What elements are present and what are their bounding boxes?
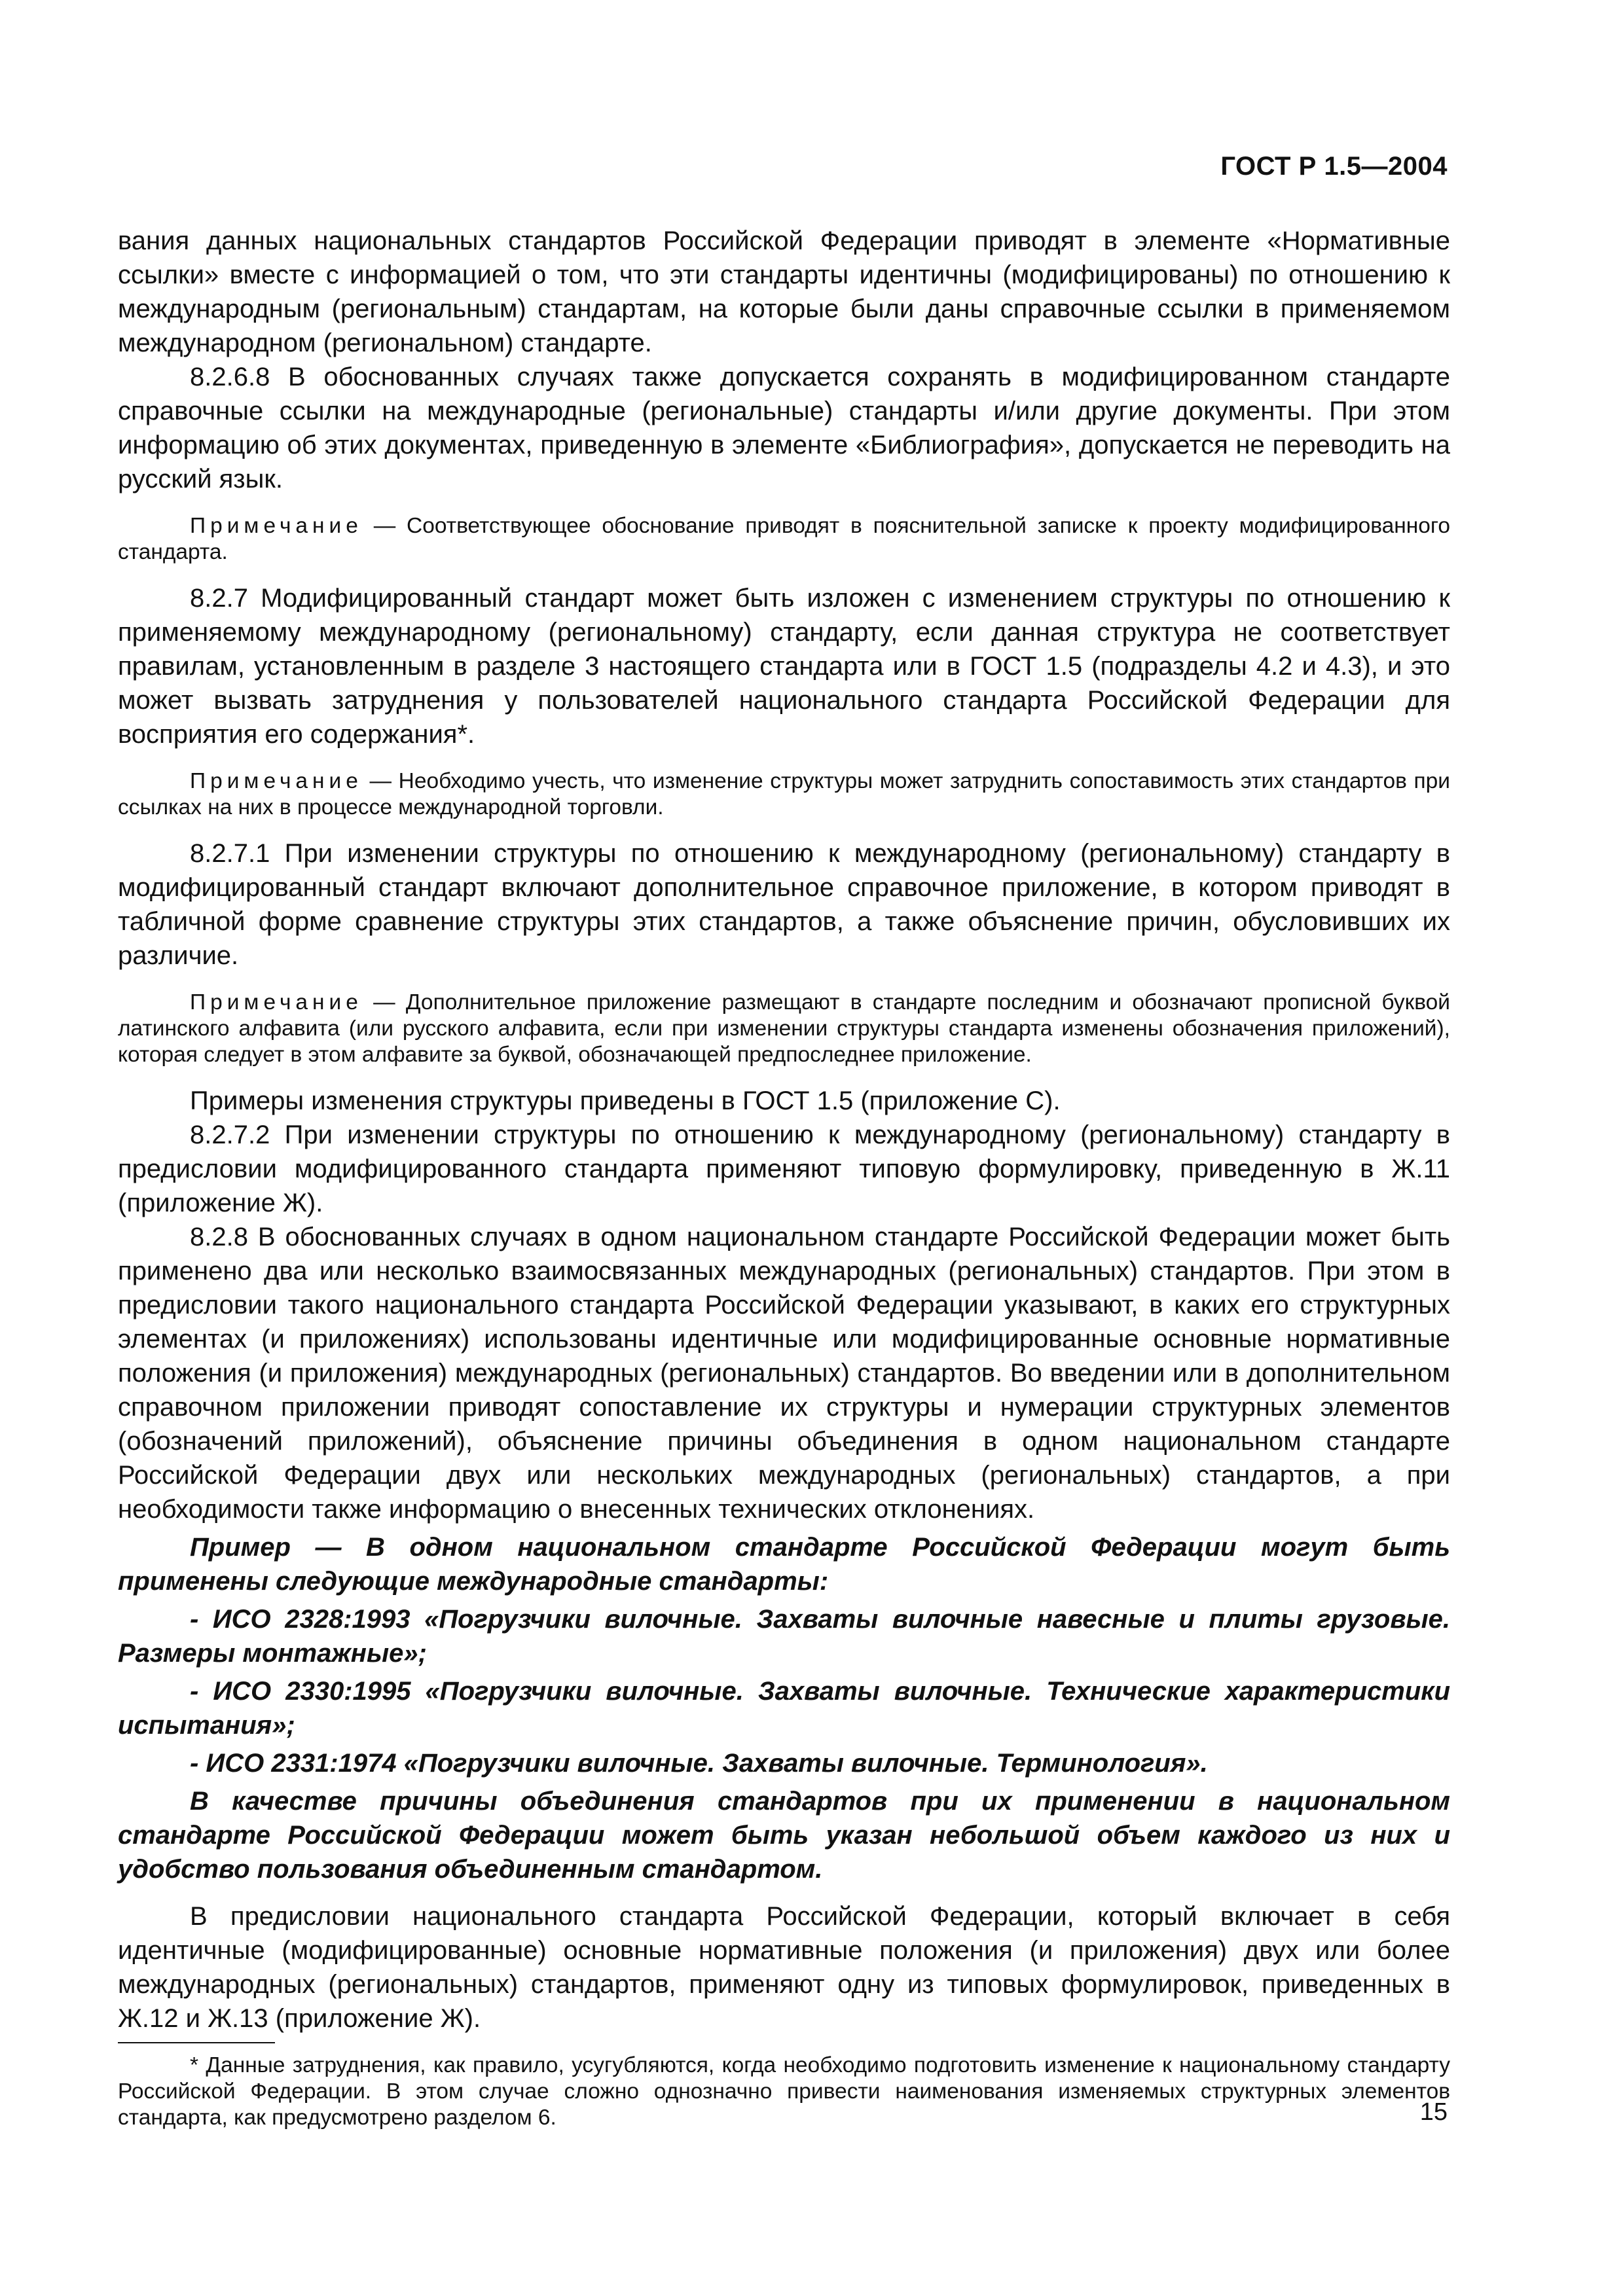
paragraph-examples-reference: Примеры изменения структуры приведены в ГОСТ 1.5 (приложение С).	[190, 1086, 1061, 1115]
note-1	[118, 513, 1450, 565]
note-2	[118, 768, 1450, 821]
note-text: — Необходимо учесть, что изменение структуры может затруднить сопоставимость этих стандартов при ссылках на них в процессе международной торговли.	[118, 769, 1450, 819]
footnote-divider	[118, 2042, 275, 2043]
paragraph-preface-formulations: В предисловии национального стандарта Российской Федерации, который включает в себя идентичные (модифицированные) основные нормативные положения (и приложения) двух или более международных (региональных) стандартов, применяют одну из типовых формулировок, приведенных в Ж.12 и Ж.13 (приложение Ж).	[118, 1902, 1450, 2033]
paragraph-8-2-8: 8.2.8 В обоснованных случаях в одном национальном стандарте Российской Федерации может быть применено два или несколько взаимосвязанных международных (региональных) стандартов. При этом в предисловии такого национального стандарта Российской Федерации указывают, в каких его структурных элементах (и приложениях) использованы идентичные или модифицированные основные нормативные положения (и приложения) международных (региональных) стандартов. Во введении или в дополнительном справочном приложении приводят сопоставление их структуры и нумерации структурных элементов (обозначений приложений), объяснение причины объединения в одном национальном стандарте Российской Федерации двух или нескольких международных (региональных) стандартов, а при необходимости также информацию о внесенных технических отклонениях.	[118, 1223, 1450, 1524]
note-label: Примечание	[190, 990, 363, 1014]
footnote: * Данные затруднения, как правило, усугубляются, когда необходимо подготовить изменение к национальному стандарту Российской Федерации. В этом случае сложно однозначно привести наименования изменяемых структурных элементов стандарта, как предусмотрено разделом 6.	[118, 2053, 1450, 2130]
paragraph-8-2-7-1: 8.2.7.1 При изменении структуры по отношению к международному (региональному) стандарту в модифицированный стандарт включают дополнительное справочное приложение, в котором приводят в табличной форме сравнение структуры этих стандартов, а также объяснение причин, обусловивших их различие.	[118, 839, 1450, 970]
note-text: — Дополнительное приложение размещают в стандарте последним и обозначают прописной буквой латинского алфавита (или русского алфавита, если при изменении структуры стандарта изменены обозначения приложений), которая следует в этом алфавите за буквой, обозначающей предпоследнее приложение.	[118, 990, 1450, 1067]
page-number: 15	[1419, 2098, 1448, 2126]
note-label: Примечание	[190, 514, 363, 538]
example-conclusion: В качестве причины объединения стандартов при их применении в национальном стандарте Российской Федерации может быть указан небольшой объем каждого из них и удобство пользования объединенным стандартом.	[118, 1787, 1450, 1884]
example-intro: Пример — В одном национальном стандарте Российской Федерации могут быть применены следующие международные стандарты:	[118, 1533, 1450, 1596]
note-text: — Соответствующее обоснование приводят в пояснительной записке к проекту модифицированного стандарта.	[118, 514, 1450, 564]
paragraph-continuation: вания данных национальных стандартов Российской Федерации приводят в элементе «Нормативные ссылки» вместе с информацией о том, что эти стандарты идентичны (модифицированы) по отношению к международным (региональным) стандартам, на которые были даны справочные ссылки в применяемом международном (региональном) стандарте.	[118, 226, 1450, 357]
page-header-doc-code: ГОСТ Р 1.5—2004	[1220, 152, 1448, 181]
paragraph-8-2-7: 8.2.7 Модифицированный стандарт может быть изложен с изменением структуры по отношению к применяемому международному (региональному) стандарту, если данная структура не соответствует правилам, установленным в разделе 3 настоящего стандарта или в ГОСТ 1.5 (подразделы 4.2 и 4.3), и это может вызвать затруднения у пользователей национального стандарта Российской Федерации для восприятия его содержания*.	[118, 584, 1450, 749]
example-item-iso-2331: - ИСО 2331:1974 «Погрузчики вилочные. Захваты вилочные. Терминология».	[190, 1749, 1208, 1778]
page-body	[118, 224, 1450, 2131]
paragraph-8-2-7-2: 8.2.7.2 При изменении структуры по отношению к международному (региональному) стандарту в предисловии модифицированного стандарта применяют типовую формулировку, приведенную в Ж.11 (приложение Ж).	[118, 1121, 1450, 1217]
example-item-iso-2328: - ИСО 2328:1993 «Погрузчики вилочные. Захваты вилочные навесные и плиты грузовые. Размеры монтажные»;	[118, 1605, 1450, 1668]
paragraph-8-2-6-8: 8.2.6.8 В обоснованных случаях также допускается сохранять в модифицированном стандарте справочные ссылки на международные (региональные) стандарты и/или другие документы. При этом информацию об этих документах, приведенную в элементе «Библиография», допускается не переводить на русский язык.	[118, 363, 1450, 493]
note-label: Примечание	[190, 769, 363, 793]
note-3	[118, 990, 1450, 1068]
example-item-iso-2330: - ИСО 2330:1995 «Погрузчики вилочные. Захваты вилочные. Технические характеристики испытания»;	[118, 1677, 1450, 1740]
